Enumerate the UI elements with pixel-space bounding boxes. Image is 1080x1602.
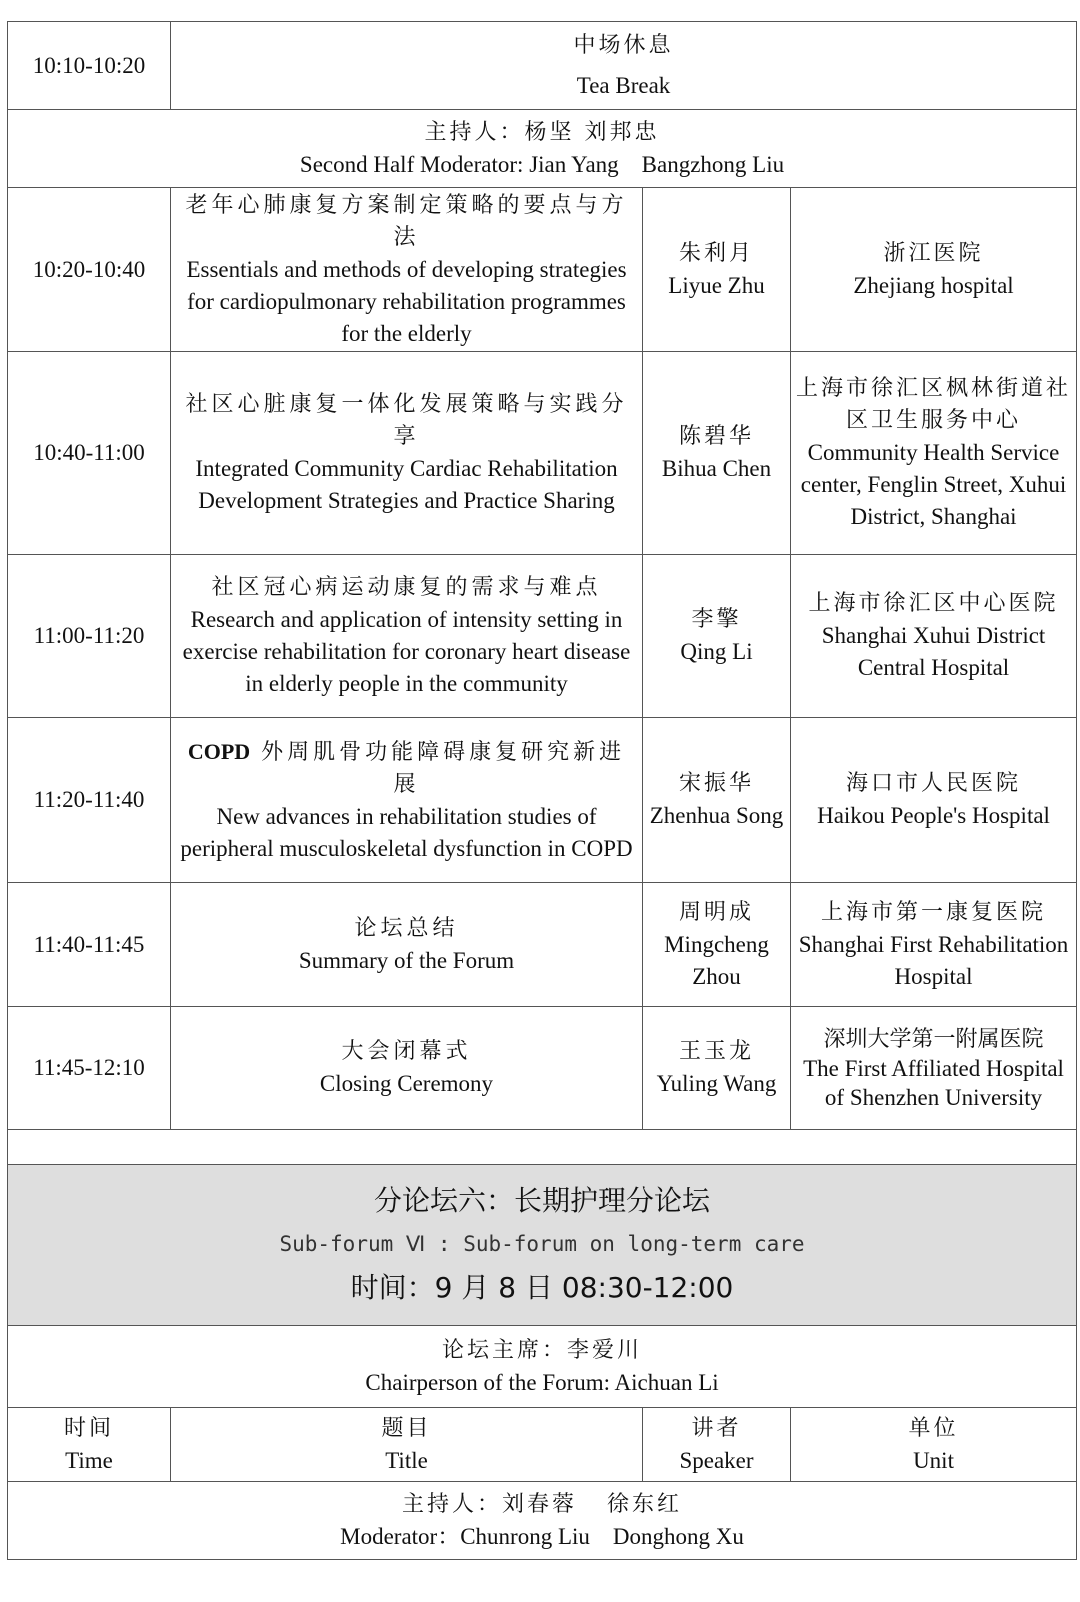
table-row xyxy=(8,352,1077,555)
speaker-en: Mingcheng Zhou xyxy=(664,931,769,989)
moderator-cell xyxy=(8,110,1077,188)
title-cn: 社区心脏康复一体化发展策略与实践分享 xyxy=(185,392,628,449)
unit-cell xyxy=(791,1007,1077,1130)
subforum-header-cell xyxy=(8,1165,1077,1326)
title-en: New advances in rehabilitation studies of peripheral musculoskeletal dysfunction in COPD xyxy=(180,803,633,861)
title-cn: 大会闭幕式 xyxy=(341,1039,472,1064)
unit-cell xyxy=(791,718,1077,883)
unit-en: Shanghai Xuhui District Central Hospital xyxy=(821,623,1046,680)
schedule-table xyxy=(7,21,1077,1560)
speaker-cell xyxy=(643,188,791,352)
unit-en: Haikou People's Hospital xyxy=(817,803,1050,828)
time-cell: 11:45-12:10 xyxy=(8,1007,171,1130)
unit-en: The First Affiliated Hospital of Shenzhen University xyxy=(803,1055,1064,1110)
tea-break-cell xyxy=(171,22,1077,110)
title-cell xyxy=(171,352,643,555)
moderator-cn: 主持人：刘春蓉 徐东红 xyxy=(402,1491,682,1517)
spacer-row xyxy=(8,1130,1077,1165)
chair-cn: 论坛主席：李爱川 xyxy=(442,1337,643,1363)
moderator-cell xyxy=(8,1482,1077,1560)
speaker-en: Qing Li xyxy=(680,639,753,664)
chair-row xyxy=(8,1326,1077,1408)
header-title-cn: 题目 xyxy=(381,1415,432,1441)
unit-cell xyxy=(791,352,1077,555)
header-title xyxy=(171,1408,643,1482)
subforum-title-cn: 分论坛六：长期护理分论坛 xyxy=(374,1184,711,1217)
tea-break-cn: 中场休息 xyxy=(573,32,674,58)
title-en: Summary of the Forum xyxy=(298,947,515,973)
speaker-cn: 宋振华 xyxy=(678,771,754,796)
unit-en: Shanghai First Rehabilitation Hospital xyxy=(798,931,1069,989)
title-cell xyxy=(171,188,643,352)
title-cell xyxy=(171,555,643,718)
table-row xyxy=(8,883,1077,1007)
speaker-cell xyxy=(643,555,791,718)
title-prefix: COPD xyxy=(187,738,251,764)
chair-cell xyxy=(8,1326,1077,1408)
header-time xyxy=(8,1408,171,1482)
unit-cell xyxy=(791,883,1077,1007)
subforum-header-row xyxy=(8,1165,1077,1326)
header-speaker-en: Speaker xyxy=(679,1447,754,1473)
moderator-cn: 主持人：杨坚 刘邦忠 xyxy=(424,119,660,145)
header-time-en: Time xyxy=(65,1447,113,1473)
speaker-en: Liyue Zhu xyxy=(668,272,765,298)
header-unit-cn: 单位 xyxy=(908,1415,959,1441)
moderator-row xyxy=(8,1482,1077,1560)
header-time-cn: 时间 xyxy=(63,1415,114,1441)
header-row xyxy=(8,1408,1077,1482)
header-speaker-cn: 讲者 xyxy=(691,1415,742,1441)
title-cell xyxy=(171,883,643,1007)
title-en: Integrated Community Cardiac Rehabilitation Development Strategies and Practice Sharing xyxy=(195,456,618,513)
unit-cn: 上海市第一康复医院 xyxy=(821,899,1047,925)
title-cn xyxy=(175,736,638,801)
speaker-en: Bihua Chen xyxy=(661,456,772,481)
time-cell: 10:10-10:20 xyxy=(8,22,171,110)
table-row xyxy=(8,718,1077,883)
tea-break-en: Tea Break xyxy=(576,72,671,98)
speaker-cn: 陈碧华 xyxy=(678,424,754,449)
title-cn: 老年心肺康复方案制定策略的要点与方法 xyxy=(185,192,628,250)
table-row xyxy=(8,555,1077,718)
title-en: Closing Ceremony xyxy=(319,1071,494,1096)
speaker-cell xyxy=(643,1007,791,1130)
time-cell: 11:40-11:45 xyxy=(8,883,171,1007)
speaker-en: Yuling Wang xyxy=(656,1071,777,1096)
unit-cn: 海口市人民医院 xyxy=(846,771,1022,796)
time-cell: 10:20-10:40 xyxy=(8,188,171,352)
header-unit-en: Unit xyxy=(913,1447,954,1473)
unit-cn: 深圳大学第一附属医院 xyxy=(823,1026,1044,1052)
unit-en: Community Health Service center, Fenglin Street, Xuhui District, Shanghai xyxy=(800,440,1067,529)
header-title-en: Title xyxy=(385,1447,428,1473)
header-unit xyxy=(791,1408,1077,1482)
unit-cn: 上海市徐汇区枫林街道社区卫生服务中心 xyxy=(796,376,1072,433)
time-cell: 10:40-11:00 xyxy=(8,352,171,555)
speaker-cn: 王玉龙 xyxy=(678,1039,754,1064)
table-row xyxy=(8,1007,1077,1130)
tea-break-row xyxy=(8,22,1077,110)
unit-cell xyxy=(791,555,1077,718)
subforum-title-en: Sub-forum Ⅵ : Sub-forum on long-term care xyxy=(279,1232,805,1256)
time-cell: 11:00-11:20 xyxy=(8,555,171,718)
unit-cn: 上海市徐汇区中心医院 xyxy=(808,591,1059,616)
speaker-cell xyxy=(643,352,791,555)
title-cn-text: 外周肌骨功能障碍康复研究新进展 xyxy=(261,739,626,797)
title-cell xyxy=(171,1007,643,1130)
speaker-en: Zhenhua Song xyxy=(649,803,784,828)
time-cell: 11:20-11:40 xyxy=(8,718,171,883)
spacer-cell xyxy=(8,1130,1077,1165)
header-speaker xyxy=(643,1408,791,1482)
title-en: Research and application of intensity setting in exercise rehabilitation for coronary heart disease in elderly people in the community xyxy=(182,607,631,696)
title-cn: 论坛总结 xyxy=(354,915,459,941)
title-en: Essentials and methods of developing strategies for cardiopulmonary rehabilitation programmes for the elderly xyxy=(186,256,627,346)
speaker-cell xyxy=(643,883,791,1007)
moderator-row xyxy=(8,110,1077,188)
title-cn: 社区冠心病运动康复的需求与难点 xyxy=(211,575,602,600)
unit-cn: 浙江医院 xyxy=(883,240,984,266)
speaker-cell xyxy=(643,718,791,883)
unit-cell xyxy=(791,188,1077,352)
moderator-en: Second Half Moderator: Jian Yang Bangzhong Liu xyxy=(299,151,785,177)
title-cell xyxy=(171,718,643,883)
speaker-cn: 周明成 xyxy=(678,899,754,925)
unit-en: Zhejiang hospital xyxy=(853,272,1014,298)
subforum-time: 时间：9 月 8 日 08:30-12:00 xyxy=(350,1271,734,1304)
speaker-cn: 朱利月 xyxy=(678,240,754,266)
table-row xyxy=(8,188,1077,352)
chair-en: Chairperson of the Forum: Aichuan Li xyxy=(365,1369,719,1395)
moderator-en: Moderator：Chunrong Liu Donghong Xu xyxy=(340,1523,744,1549)
speaker-cn: 李擎 xyxy=(691,607,742,632)
